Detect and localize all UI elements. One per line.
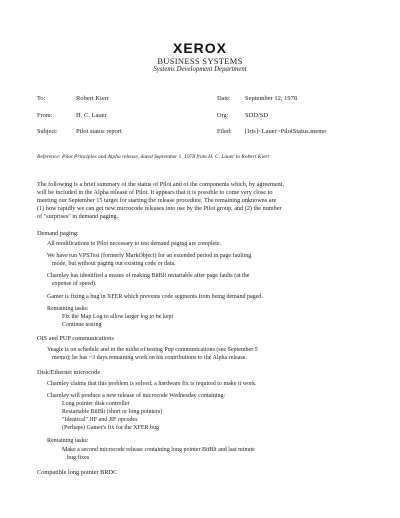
list-item — [47, 240, 221, 248]
filed-label: Filed: — [217, 128, 232, 135]
paragraph-line: The following is a brief summary of the status of Pilot and of the components which, by agreement, — [37, 181, 284, 188]
org-label: Org: — [217, 112, 229, 119]
from-label: From: — [37, 112, 53, 119]
to-label: To: — [37, 95, 46, 102]
remaining-item: Continue testing — [62, 322, 102, 328]
subject-label: Subject: — [37, 128, 58, 135]
item-line: Charnley has identified a means of making BitBlt restartable after page faults (at the — [47, 273, 250, 279]
filed-value: [Iris]<Lauer>PilotStatus.memo — [245, 128, 327, 135]
intro-paragraph — [37, 181, 367, 221]
remaining-item: Make a second microcode release containing long pointer BitBlt and last minute — [62, 447, 255, 453]
paragraph-line: will be included in the Alpha release of Pilot. It appears that it is possible to come very close to — [37, 189, 273, 197]
subject-value: Pilot status report — [76, 128, 122, 135]
list-item — [47, 392, 225, 400]
item-line: expense of speed). — [52, 281, 97, 287]
list-item — [47, 346, 258, 362]
date-label: Date: — [217, 95, 231, 102]
paragraph-line: (1) how rapidly we can get new microcode releases into use by the Pilot group, and (2) the number — [37, 205, 282, 213]
to-value: Robert Kierr — [76, 95, 110, 102]
section-title-demand-paging: Demand paging: — [37, 230, 79, 237]
section-title-compatible: Compatible long pointer BRDC — [37, 469, 118, 476]
reference-line: Reference: Pilot Principles and Alpha release, dated September 1, 1978 from H. C. Lauer to Robert Kierr — [37, 154, 270, 160]
release-item: Restartable BitBlt (short or long pointers) — [62, 409, 163, 415]
from-value: H. C. Lauer — [76, 112, 107, 119]
remaining-label: Remaining tasks: — [47, 306, 89, 312]
list-item — [47, 293, 263, 301]
remaining-list — [62, 313, 173, 329]
date-value: September 12, 1978 — [245, 95, 298, 102]
org-value: SDD/SD — [245, 112, 269, 119]
item-line: mode, but without paging out existing code or data. — [52, 261, 176, 267]
remaining-item: bug fixes — [67, 455, 90, 461]
remaining-label: Remaining tasks: — [47, 438, 89, 444]
release-item: Long pointer disk controller — [62, 401, 130, 407]
release-contents-list — [62, 400, 162, 432]
list-item — [47, 252, 251, 268]
section-title-disk-microcode: Disk/Ethernet microcode — [37, 369, 101, 376]
paragraph-line: of "surprises" in demand paging. — [37, 213, 119, 221]
remaining-item: Fix the Map Log to allow larger log to be kept — [62, 314, 174, 320]
item-line: Charnley claims that this problem is solved; a hardware fix is required to make it work. — [47, 381, 257, 387]
item-line: Yeagle is on schedule and in the midst of testing Pup communications (see September 5 — [47, 347, 258, 353]
list-item — [47, 380, 257, 388]
release-item: (Perhaps) Gamer's fix for the XFER bug — [62, 425, 160, 431]
department-name: Systems Development Department — [153, 66, 247, 73]
paragraph-line: meeting our September 15 target for starting the release procedure. The remaining unknowns are — [37, 197, 277, 205]
release-item: "Identical" JIF and JIF opcodes — [62, 417, 138, 423]
item-line: Charnley will produce a new release of microcode Wednesday containing: — [47, 393, 226, 399]
item-line: Gamer is fixing a bug in XFER which prevents code segments from being demand paged. — [47, 294, 263, 300]
item-line: memo); he has ~3 days remaining work on his contributions to the Alpha release. — [52, 355, 247, 361]
item-line: All modifications to Pilot necessary to test demand paging are complete. — [47, 241, 222, 247]
xerox-logo: XEROX — [172, 40, 227, 56]
list-item — [47, 272, 249, 288]
remaining-list — [62, 446, 255, 462]
item-line: We have run VPSTest (formerly MarkObject) for an extended period in page faulting — [47, 253, 252, 259]
section-title-ois-pup: OIS and PUP communications — [37, 335, 114, 342]
company-name: BUSINESS SYSTEMS — [157, 56, 243, 66]
